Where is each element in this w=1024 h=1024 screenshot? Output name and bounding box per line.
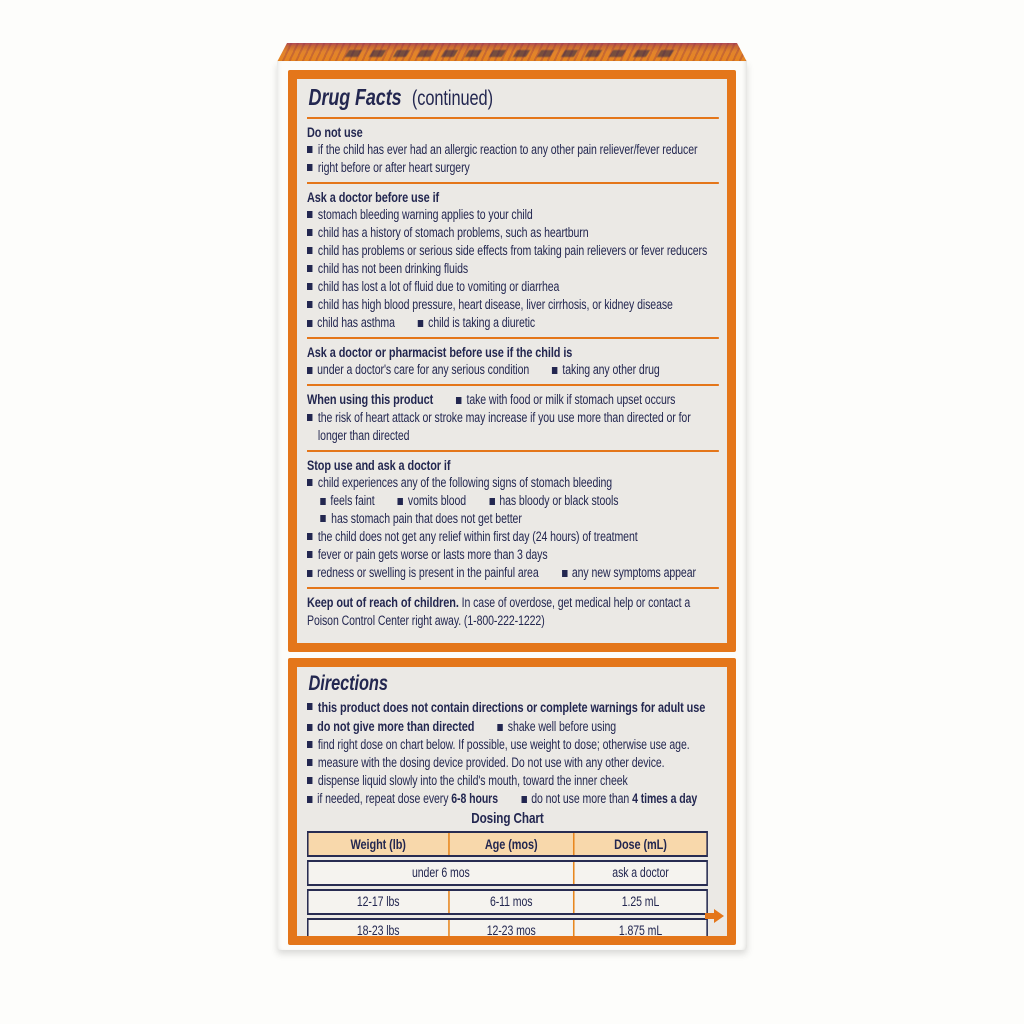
bullet-text: shake well before using	[507, 719, 617, 734]
bullet-text: any new symptoms appear	[571, 565, 696, 580]
bullet-square-icon	[307, 265, 312, 272]
bullet-text: if the child has ever had an allergic reaction to any other pain reliever/fever reducer	[317, 142, 698, 157]
when-using-heading: When using this product	[307, 391, 434, 407]
section-divider	[307, 182, 719, 184]
bullet-item	[307, 736, 719, 754]
bullet-item	[307, 296, 719, 314]
bullet-square-icon	[307, 146, 312, 153]
bullet-square-icon	[456, 397, 461, 404]
bullet-text: child has problems or serious side effects from taking pain relievers or fever reducers	[317, 243, 708, 258]
table-row	[307, 889, 708, 915]
keep-out-paragraph	[307, 593, 719, 630]
bullet-item	[307, 260, 719, 278]
bullet-item	[307, 278, 719, 296]
table-cell-age: 6-11 mos	[448, 891, 573, 913]
bullet-item	[307, 546, 719, 564]
bullet-square-icon	[562, 570, 567, 577]
bullet-text: measure with the dosing device provided. Do not use with any other device.	[317, 755, 665, 770]
table-row	[307, 918, 708, 944]
bullet-square-icon	[307, 703, 312, 710]
bullet-square-icon	[307, 320, 312, 327]
bullet-text: under a doctor's care for any serious condition	[317, 362, 530, 377]
bullet-square-icon	[552, 367, 557, 374]
directions-panel	[288, 658, 736, 945]
bullet-item-inline-row	[307, 361, 719, 379]
bullet-square-icon	[307, 301, 312, 308]
table-cell-dose: ask a doctor	[573, 862, 706, 884]
dosing-chart-table	[307, 831, 708, 944]
bullet-square-icon	[307, 777, 312, 784]
table-cell-weight: 12-17 lbs	[356, 893, 400, 909]
drug-facts-panel	[288, 70, 736, 652]
bullet-square-icon	[320, 515, 325, 522]
bullet-square-icon	[307, 724, 312, 731]
bullet-square-icon	[307, 247, 312, 254]
bullet-square-icon	[307, 229, 312, 236]
dosing-chart-title: Dosing Chart	[471, 810, 544, 827]
bullet-square-icon	[307, 533, 312, 540]
sub-bullet-item	[320, 510, 719, 528]
do-not-use-heading: Do not use	[307, 124, 363, 140]
bullet-square-icon	[498, 724, 503, 731]
bullet-text: child is taking a diuretic	[428, 315, 536, 330]
box-top-flap	[277, 43, 747, 62]
flap-print-marks	[345, 50, 679, 57]
section-divider	[307, 384, 719, 386]
section-divider	[307, 117, 719, 119]
bullet-text: child experiences any of the following signs of stomach bleeding	[317, 475, 613, 490]
directions-title: Directions	[308, 672, 388, 695]
bullet-item-bold	[307, 698, 719, 717]
bullet-text: child has lost a lot of fluid due to vomiting or diarrhea	[317, 279, 560, 294]
bullet-text: find right dose on chart below. If possible, use weight to dose; otherwise use age.	[317, 737, 690, 752]
repeat-dose-row	[307, 790, 719, 808]
bullet-square-icon	[307, 283, 312, 290]
bullet-square-icon	[398, 498, 403, 505]
section-divider	[307, 337, 719, 339]
table-row	[307, 860, 708, 886]
table-header-row	[307, 831, 708, 857]
table-cell-dose: 1.25 mL	[573, 891, 706, 913]
table-cell-age: 12-23 mos	[448, 920, 573, 942]
drug-facts-continued-text: (continued)	[411, 87, 493, 110]
bullet-item	[307, 224, 719, 242]
bullet-square-icon	[307, 551, 312, 558]
bullet-text: feels faint	[330, 493, 375, 508]
keep-out-text: In case of overdose, get medical help or contact a Poison Control Center right away. (1-800-222-1222)	[307, 595, 691, 628]
bullet-square-icon	[307, 479, 312, 486]
bullet-text: dispense liquid slowly into the child's mouth, toward the inner cheek	[317, 773, 628, 788]
repeat-dose-bold-text: 6-8 hours	[451, 791, 498, 806]
bullet-square-icon	[418, 320, 423, 327]
bullet-text: vomits blood	[407, 493, 467, 508]
table-cell-dose: 1.875 mL	[573, 920, 706, 942]
bullet-text: child has not been drinking fluids	[317, 261, 469, 276]
continue-arrow-icon	[705, 909, 724, 923]
box-back-face	[277, 61, 747, 950]
bullet-item	[307, 754, 719, 772]
bullet-text: child has asthma	[317, 315, 395, 330]
bullet-text: take with food or milk if stomach upset occurs	[466, 392, 676, 407]
bullet-text: redness or swelling is present in the painful area	[317, 565, 539, 580]
bullet-text: do not use more than	[531, 791, 633, 806]
bullet-item	[307, 159, 719, 177]
bullet-text: the child does not get any relief within first day (24 hours) of treatment	[317, 529, 638, 544]
bullet-item	[307, 141, 719, 159]
bullet-square-icon	[307, 414, 312, 421]
bullet-item	[307, 206, 719, 224]
bullet-square-icon	[307, 367, 312, 374]
bullet-square-icon	[307, 164, 312, 171]
ask-doctor-heading: Ask a doctor before use if	[307, 189, 440, 205]
bullet-item-inline-row	[307, 717, 719, 736]
bullet-text: this product does not contain directions or complete warnings for adult use	[317, 699, 706, 715]
stop-use-heading: Stop use and ask a doctor if	[307, 457, 451, 473]
bullet-text: the risk of heart attack or stroke may increase if you use more than directed or for longer than directed	[317, 410, 691, 443]
bullet-square-icon	[307, 570, 312, 577]
bullet-item	[307, 474, 719, 492]
bullet-text: child has a history of stomach problems, such as heartburn	[317, 225, 589, 240]
medicine-box	[277, 43, 747, 950]
table-header-dose: Dose (mL)	[573, 833, 706, 855]
bullet-item-inline-row	[307, 314, 719, 332]
drug-facts-title-text: Drug Facts	[308, 84, 402, 110]
bullet-text: right before or after heart surgery	[317, 160, 470, 175]
bullet-item	[307, 772, 719, 790]
bullet-text: if needed, repeat dose every	[317, 791, 452, 806]
drug-facts-title	[309, 84, 719, 112]
bullet-square-icon	[307, 759, 312, 766]
bullet-square-icon	[521, 796, 526, 803]
bullet-text: taking any other drug	[562, 362, 660, 377]
bullet-square-icon	[307, 211, 312, 218]
section-divider	[307, 587, 719, 589]
table-cell-weight-age: under 6 mos	[411, 864, 470, 880]
bullet-text: fever or pain gets worse or lasts more than 3 days	[317, 547, 548, 562]
bullet-text: do not give more than directed	[317, 718, 475, 734]
table-header-weight: Weight (lb)	[350, 835, 406, 852]
bullet-square-icon	[307, 796, 312, 803]
bullet-square-icon	[489, 498, 494, 505]
bullet-item	[307, 242, 719, 260]
sub-bullet-inline-row	[320, 492, 719, 510]
max-dose-bold-text: 4 times a day	[632, 791, 698, 806]
keep-out-heading: Keep out of reach of children.	[307, 594, 459, 610]
bullet-item-inline-row	[307, 564, 719, 582]
bullet-item	[307, 409, 719, 445]
ask-pharmacist-heading: Ask a doctor or pharmacist before use if the child is	[307, 344, 573, 360]
bullet-text: has stomach pain that does not get better	[331, 511, 522, 526]
when-using-row	[307, 390, 719, 409]
bullet-square-icon	[307, 741, 312, 748]
table-header-age: Age (mos)	[448, 833, 573, 855]
bullet-item	[307, 528, 719, 546]
bullet-text: has bloody or black stools	[499, 493, 619, 508]
section-divider	[307, 450, 719, 452]
bullet-square-icon	[320, 498, 325, 505]
bullet-text: child has high blood pressure, heart disease, liver cirrhosis, or kidney disease	[317, 297, 673, 312]
bullet-text: stomach bleeding warning applies to your child	[317, 207, 533, 222]
table-cell-weight: 18-23 lbs	[356, 922, 400, 938]
